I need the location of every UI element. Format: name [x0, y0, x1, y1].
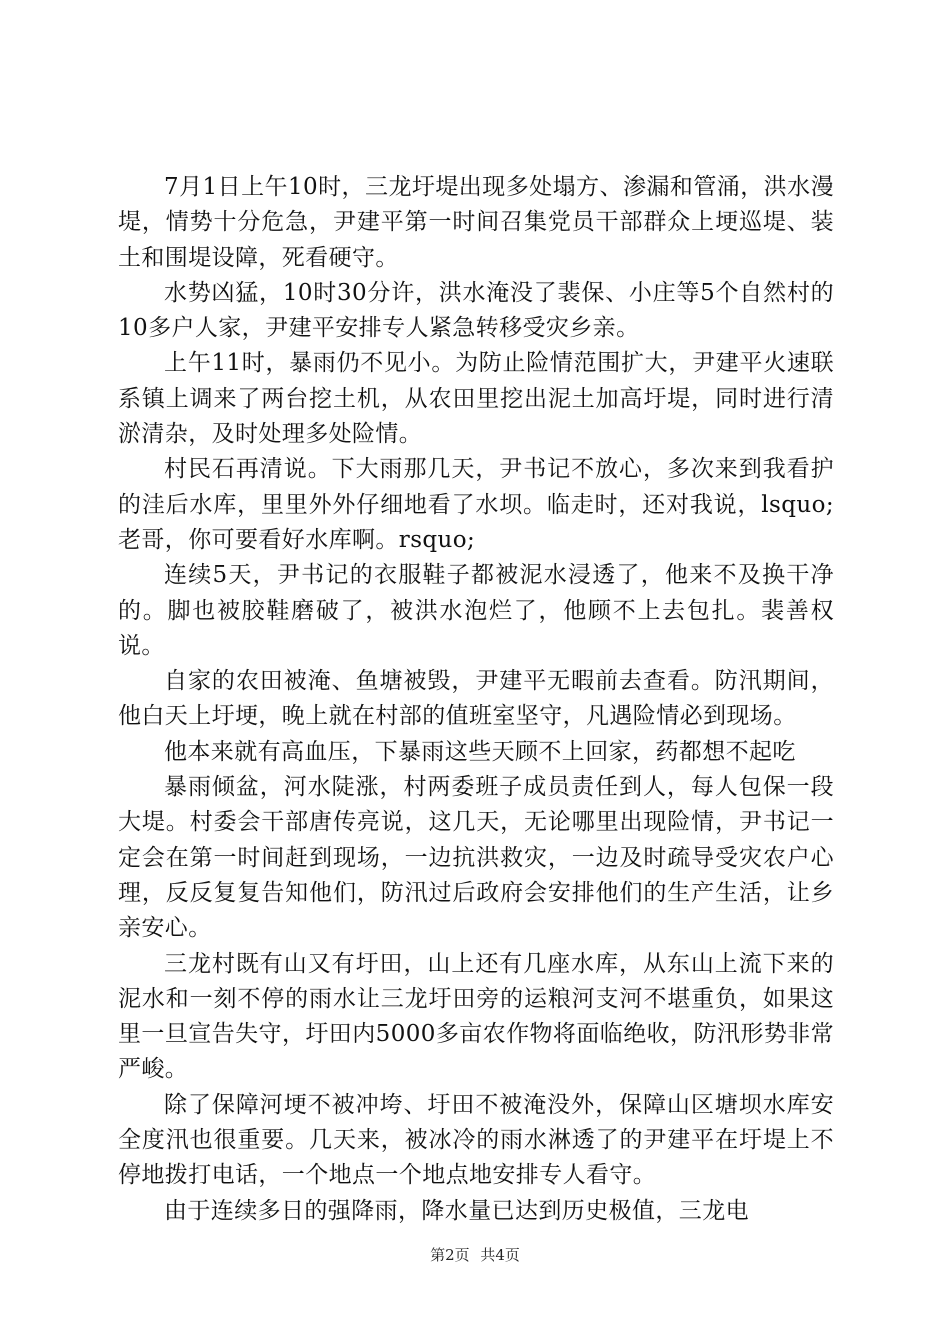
paragraph-5: 连续5天，尹书记的衣服鞋子都被泥水浸透了，他来不及换干净的。脚也被胶鞋磨破了，被洪水泡烂了，他顾不上去包扎。裴善权说。 [118, 562, 834, 659]
paragraph-10: 除了保障河埂不被冲垮、圩田不被淹没外，保障山区塘坝水库安全度汛也很重要。几天来，被冰冷的雨水淋透了的尹建平在圩堤上不停地拨打电话，一个地点一个地点地安排专人看守。 [118, 1091, 834, 1189]
paragraph-8: 暴雨倾盆，河水陡涨，村两委班子成员责任到人，每人包保一段大堤。村委会干部唐传亮说，这几天，无论哪里出现险情，尹书记一定会在第一时间赶到现场，一边抗洪救灾，一边及时疏导受灾农户心理，反反复复告知他们，防汛过后政府会安排他们的生产生活，让乡亲安心。 [118, 774, 834, 942]
page-number: 第2页 [430, 1246, 470, 1264]
paragraph-7: 他本来就有高血压，下暴雨这些天顾不上回家，药都想不起吃 [164, 738, 796, 765]
paragraph-1: 7月1日上午10时，三龙圩堤出现多处塌方、渗漏和管涌，洪水漫堤，情势十分危急，尹建平第一时间召集党员干部群众上埂巡堤、装土和围堤设障，死看硬守。 [118, 174, 834, 271]
paragraph-11: 由于连续多日的强降雨，降水量已达到历史极值，三龙电 [164, 1197, 749, 1224]
page-footer [0, 1245, 950, 1265]
document-body [118, 170, 834, 1229]
paragraph-3: 上午11时，暴雨仍不见小。为防止险情范围扩大，尹建平火速联系镇上调来了两台挖土机，从农田里挖出泥土加高圩堤，同时进行清淤清杂，及时处理多处险情。 [118, 350, 834, 448]
page-total: 共4页 [480, 1246, 520, 1264]
paragraph-2: 水势凶猛，10时30分许，洪水淹没了裴保、小庄等5个自然村的10多户人家，尹建平安排专人紧急转移受灾乡亲。 [118, 279, 834, 342]
paragraph-6: 自家的农田被淹、鱼塘被毁，尹建平无暇前去查看。防汛期间，他白天上圩埂，晚上就在村部的值班室坚守，凡遇险情必到现场。 [118, 668, 834, 730]
paragraph-9: 三龙村既有山又有圩田，山上还有几座水库，从东山上流下来的泥水和一刻不停的雨水让三龙圩田旁的运粮河支河不堪重负，如果这里一旦宣告失守，圩田内5000多亩农作物将面临绝收，防汛形势非常严峻。 [118, 950, 834, 1083]
paragraph-4: 村民石再清说。下大雨那几天，尹书记不放心，多次来到我看护的洼后水库，里里外外仔细地看了水坝。临走时，还对我说，lsquo;老哥，你可要看好水库啊。rsquo; [118, 456, 834, 553]
